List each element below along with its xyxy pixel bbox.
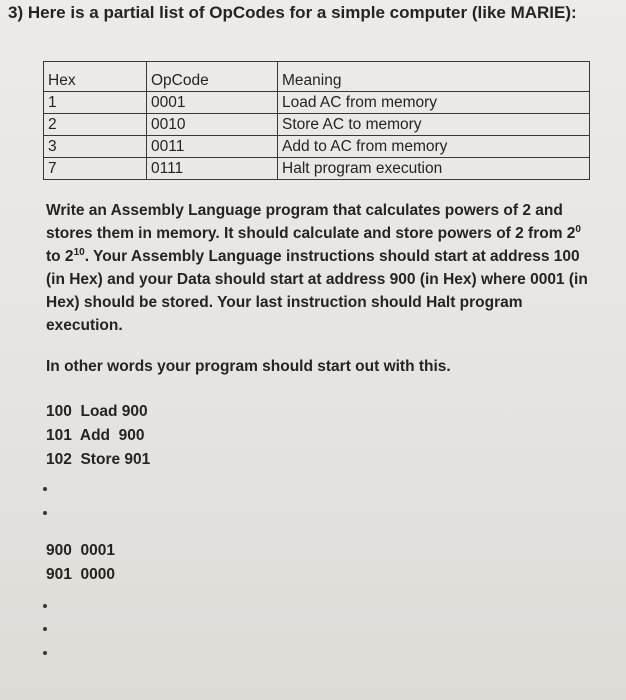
instructions-text-1: Write an Assembly Language program that calculates powers of 2 and stores them in memory. It should calculate and store powers of 2 from 2 bbox=[46, 202, 576, 242]
cell-hex: 2 bbox=[44, 114, 147, 136]
data-line: 900 0001 bbox=[46, 542, 115, 559]
table-header-row bbox=[44, 62, 590, 92]
question-title: 3) Here is a partial list of OpCodes for a simple computer (like MARIE): bbox=[8, 3, 577, 22]
table-row bbox=[44, 92, 590, 114]
cell-meaning: Add to AC from memory bbox=[278, 136, 590, 158]
cell-opcode: 0001 bbox=[147, 92, 278, 114]
table-row bbox=[44, 158, 590, 180]
intro-text: In other words your program should start out with this. bbox=[46, 358, 451, 375]
cell-opcode: 0010 bbox=[147, 114, 278, 136]
cell-opcode: 0111 bbox=[147, 158, 278, 180]
opcode-table bbox=[43, 61, 590, 180]
ellipsis-dot bbox=[43, 627, 47, 631]
ellipsis-dot bbox=[43, 487, 47, 491]
instructions-paragraph bbox=[46, 199, 591, 337]
cell-meaning: Store AC to memory bbox=[278, 114, 590, 136]
cell-meaning: Halt program execution bbox=[278, 158, 590, 180]
cell-meaning: Load AC from memory bbox=[278, 92, 590, 114]
code-line: 102 Store 901 bbox=[46, 451, 151, 468]
exponent-start: 0 bbox=[575, 223, 581, 235]
instructions-text-2: to 2 bbox=[46, 248, 74, 265]
instructions-text-3: . Your Assembly Language instructions should start at address 100 (in Hex) and your Data should start at address 900 (in Hex) where 0001 (in Hex) should be stored. Your last instruction should Halt program execution. bbox=[46, 248, 588, 334]
ellipsis-dot bbox=[43, 604, 47, 608]
code-line: 100 Load 900 bbox=[46, 403, 148, 420]
data-line: 901 0000 bbox=[46, 566, 115, 583]
code-line: 101 Add 900 bbox=[46, 427, 145, 444]
ellipsis-dot bbox=[43, 651, 47, 655]
cell-hex: 1 bbox=[44, 92, 147, 114]
table-row bbox=[44, 136, 590, 158]
header-hex: Hex bbox=[44, 62, 147, 92]
header-opcode: OpCode bbox=[147, 62, 278, 92]
cell-hex: 7 bbox=[44, 158, 147, 180]
header-meaning: Meaning bbox=[278, 62, 590, 92]
exponent-end: 10 bbox=[73, 246, 85, 258]
ellipsis-dot bbox=[43, 511, 47, 515]
table-row bbox=[44, 114, 590, 136]
cell-hex: 3 bbox=[44, 136, 147, 158]
cell-opcode: 0011 bbox=[147, 136, 278, 158]
